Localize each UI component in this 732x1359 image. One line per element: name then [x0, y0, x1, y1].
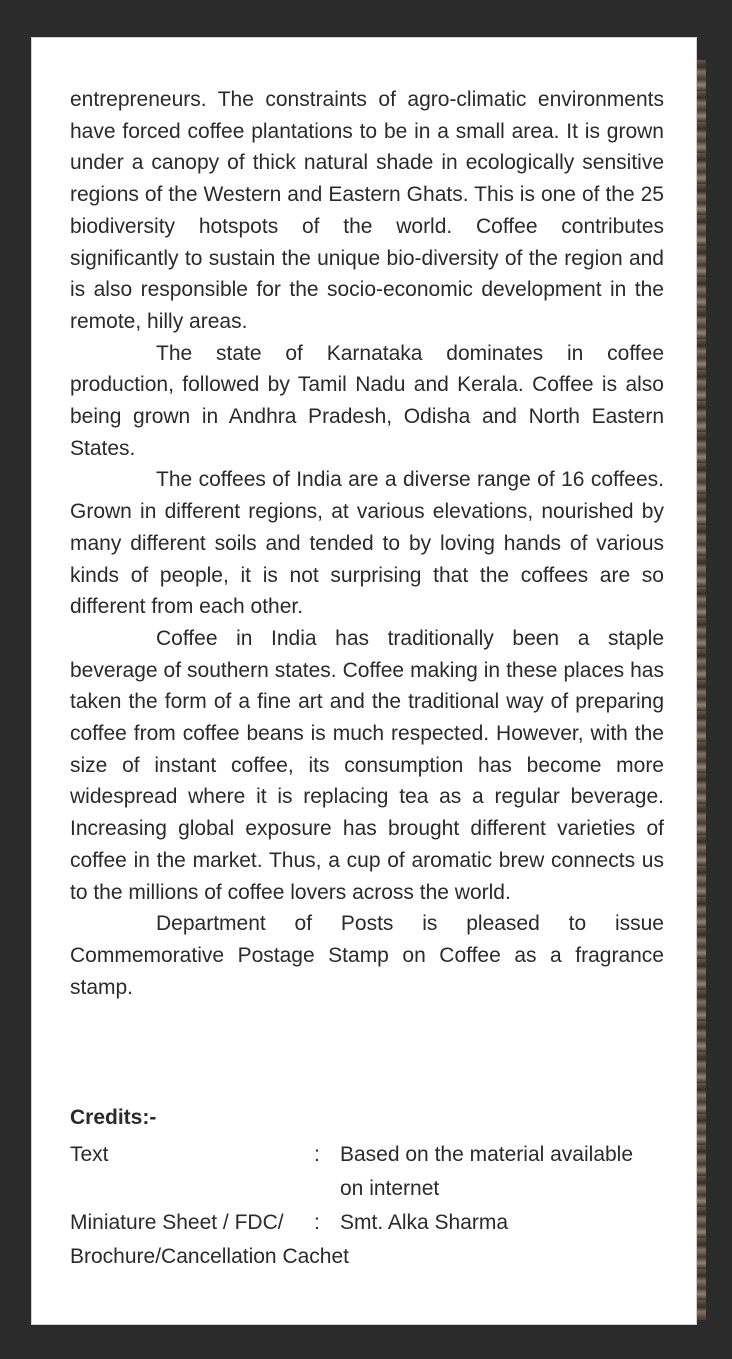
paragraph-1: entrepreneurs. The constraints of agro-climatic environments have forced coffee plantations to be in a small area. It is grown under a canopy of thick natural shade in ecologically sensitive regions of the Western and Eastern Ghats. This is one of the 25 biodiversity hotspots of the world. Coffee contributes significantly to sustain the unique bio-diversity of the region and is also responsible for the socio-economic development in the remote, hilly areas. [70, 88, 664, 333]
credit-row-design [70, 1206, 670, 1240]
credit-row-text-continued [70, 1172, 670, 1206]
credit-row-design-continued [70, 1240, 670, 1274]
credit-value-designer: Smt. Alka Sharma [340, 1211, 509, 1234]
credit-label-text: Text [70, 1143, 109, 1166]
paragraph-2: The state of Karnataka dominates in coffee production, followed by Tamil Nadu and Kerala. Coffee is also being grown in Andhra Pradesh, Odisha and North Eastern States. [70, 341, 664, 460]
credits-section [70, 1102, 670, 1274]
paragraph-5: Department of Posts is pleased to issue Commemorative Postage Stamp on Coffee as a fragrance stamp. [70, 912, 664, 999]
credit-separator: : [314, 1143, 320, 1166]
credit-label-design-line1: Miniature Sheet / FDC/ [70, 1211, 284, 1234]
paragraph-3: The coffees of India are a diverse range of 16 coffees. Grown in different regions, at various elevations, nourished by many different soils and tended to by loving hands of various kinds of people, it is not surprising that the coffees are so different from each other. [70, 468, 664, 619]
credit-row-text [70, 1138, 670, 1172]
credit-separator: : [314, 1211, 320, 1234]
credit-value-text-line2: on internet [340, 1177, 440, 1200]
brochure-body-text [70, 84, 664, 1003]
brochure-page [32, 38, 696, 1324]
paragraph-4: Coffee in India has traditionally been a staple beverage of southern states. Coffee making in these places has taken the form of a fine art and the traditional way of preparing coffee from coffee beans is much respected. However, with the size of instant coffee, its consumption has become more widespread where it is replacing tea as a regular beverage. Increasing global exposure has brought different varieties of coffee in the market. Thus, a cup of aromatic brew connects us to the millions of coffee lovers across the world. [70, 626, 664, 904]
credit-label-design-line2: Brochure/Cancellation Cachet [70, 1245, 349, 1268]
credit-value-text-line1: Based on the material available [340, 1143, 634, 1166]
credits-heading: Credits:- [70, 1106, 157, 1129]
